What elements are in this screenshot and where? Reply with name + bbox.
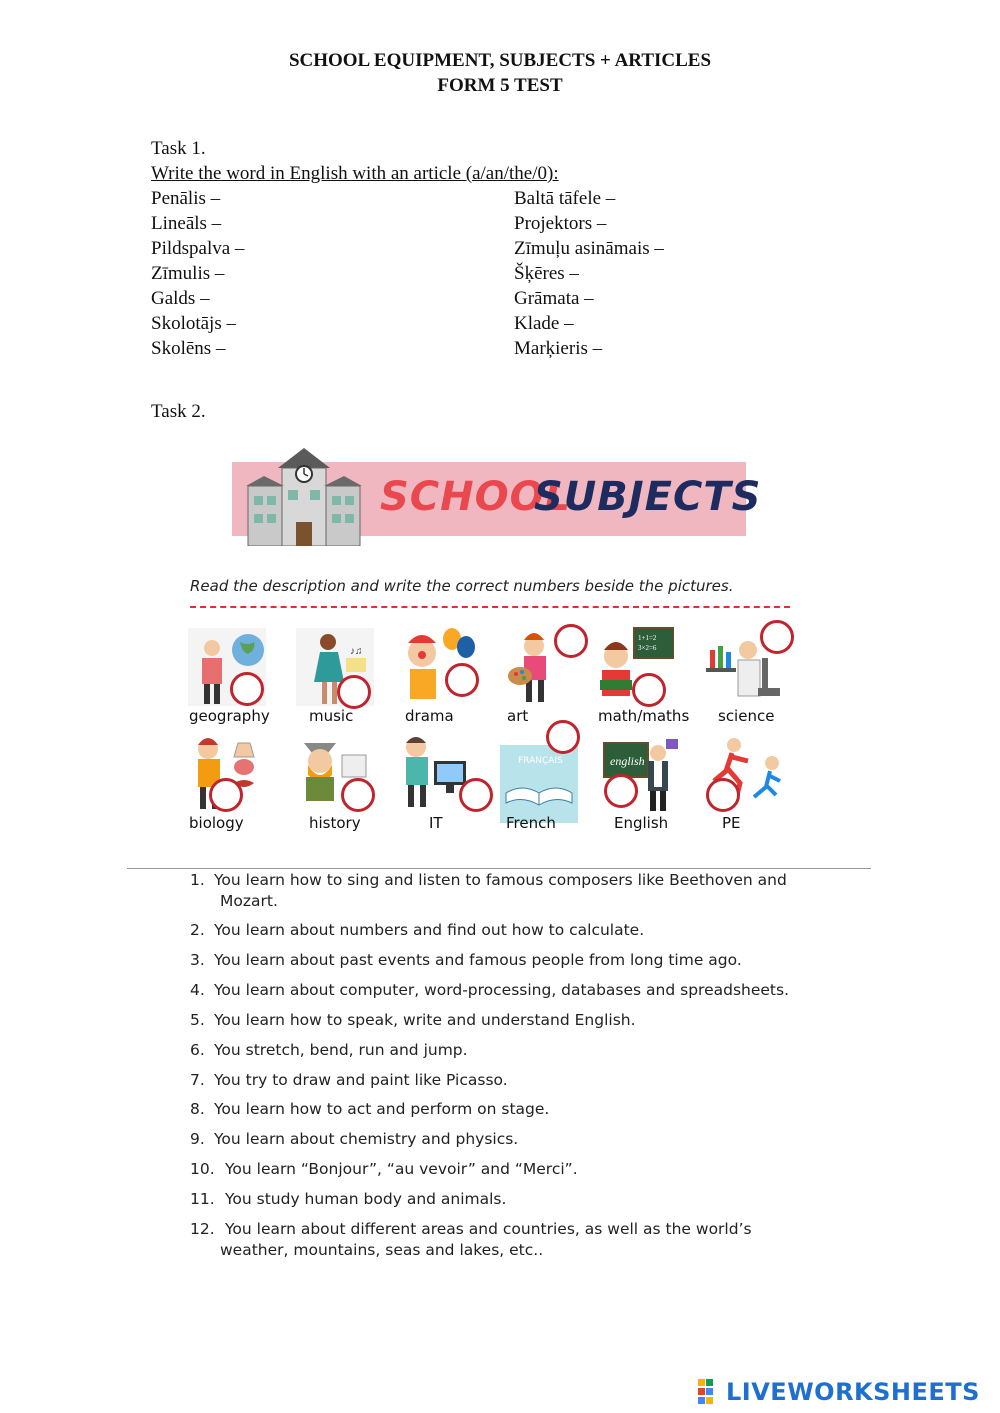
description-item: 5. You learn how to speak, write and understand English. bbox=[190, 1011, 636, 1029]
vocab-item: Skolēns – bbox=[151, 338, 226, 359]
label-math: math/maths bbox=[598, 707, 690, 725]
label-history: history bbox=[309, 814, 361, 832]
label-art: art bbox=[507, 707, 529, 725]
school-building-icon bbox=[246, 446, 362, 546]
svg-text:3×2=6: 3×2=6 bbox=[638, 644, 657, 652]
liveworksheets-logo-text: LIVEWORKSHEETS bbox=[726, 1378, 980, 1406]
liveworksheets-logo bbox=[698, 1378, 980, 1408]
svg-text:english: english bbox=[610, 754, 645, 768]
answer-circle-history[interactable] bbox=[341, 778, 375, 812]
vocab-item: Zīmulis – bbox=[151, 263, 225, 284]
description-item: 9. You learn about chemistry and physics. bbox=[190, 1130, 519, 1148]
answer-circle-art[interactable] bbox=[554, 624, 588, 658]
answer-circle-pe[interactable] bbox=[706, 778, 740, 812]
description-item: 4. You learn about computer, word-processing, databases and spreadsheets. bbox=[190, 981, 789, 999]
vocab-item: Skolotājs – bbox=[151, 313, 236, 334]
task1-instruction: Write the word in English with an article (a/an/the/0): bbox=[151, 163, 559, 184]
vocab-item: Penālis – bbox=[151, 188, 221, 209]
vocab-item: Grāmata – bbox=[514, 288, 594, 309]
banner-word-subjects: SUBJECTS bbox=[534, 474, 762, 520]
description-item: 2. You learn about numbers and find out how to calculate. bbox=[190, 921, 645, 939]
label-science: science bbox=[718, 707, 775, 725]
vocab-item: Marķieris – bbox=[514, 338, 603, 359]
vocab-item: Baltā tāfele – bbox=[514, 188, 616, 209]
vocab-item: Klade – bbox=[514, 313, 574, 334]
vocab-item: Galds – bbox=[151, 288, 210, 309]
label-it: IT bbox=[429, 814, 443, 832]
label-music: music bbox=[309, 707, 354, 725]
description-item: 10. You learn “Bonjour”, “au vevoir” and “Merci”. bbox=[190, 1160, 578, 1178]
answer-circle-french[interactable] bbox=[546, 720, 580, 754]
answer-circle-science[interactable] bbox=[760, 620, 794, 654]
label-drama: drama bbox=[405, 707, 454, 725]
description-item: 11. You study human body and animals. bbox=[190, 1190, 507, 1208]
vocab-item: Šķēres – bbox=[514, 263, 579, 284]
vocab-item: Zīmuļu asināmais – bbox=[514, 238, 664, 259]
answer-circle-math[interactable] bbox=[632, 673, 666, 707]
vocab-item: Lineāls – bbox=[151, 213, 222, 234]
french-picture bbox=[500, 745, 578, 823]
banner-word-school: SCHOOL bbox=[380, 474, 572, 520]
vocab-item: Projektors – bbox=[514, 213, 607, 234]
label-french: French bbox=[506, 814, 556, 832]
answer-circle-geography[interactable] bbox=[230, 672, 264, 706]
label-biology: biology bbox=[189, 814, 244, 832]
task1-label: Task 1. bbox=[151, 138, 206, 159]
description-item: 1. You learn how to sing and listen to famous composers like Beethoven and Mozart. bbox=[190, 871, 787, 910]
task2-instruction: Read the description and write the correct numbers beside the pictures. bbox=[190, 577, 734, 595]
label-english: English bbox=[614, 814, 669, 832]
svg-text:♪♫: ♪♫ bbox=[350, 646, 363, 657]
answer-circle-music[interactable] bbox=[337, 675, 371, 709]
description-item: 7. You try to draw and paint like Picasso. bbox=[190, 1071, 508, 1089]
liveworksheets-logo-icon bbox=[698, 1379, 722, 1405]
label-pe: PE bbox=[722, 814, 741, 832]
dashed-divider bbox=[190, 606, 790, 608]
description-item: 6. You stretch, bend, run and jump. bbox=[190, 1041, 468, 1059]
page-title: SCHOOL EQUIPMENT, SUBJECTS + ARTICLES bbox=[288, 50, 712, 71]
task2-label: Task 2. bbox=[151, 401, 206, 422]
answer-circle-drama[interactable] bbox=[445, 663, 479, 697]
answer-circle-english[interactable] bbox=[604, 774, 638, 808]
svg-text:1+1=2: 1+1=2 bbox=[638, 634, 657, 642]
answer-circle-biology[interactable] bbox=[209, 778, 243, 812]
answer-circle-it[interactable] bbox=[459, 778, 493, 812]
description-item: 3. You learn about past events and famous people from long time ago. bbox=[190, 951, 742, 969]
description-item: 12. You learn about different areas and countries, as well as the world’s weather, mountains, seas and lakes, etc.. bbox=[190, 1220, 752, 1259]
description-item: 8. You learn how to act and perform on stage. bbox=[190, 1100, 550, 1118]
label-geography: geography bbox=[189, 707, 270, 725]
svg-text:FRANÇAIS: FRANÇAIS bbox=[518, 756, 563, 766]
vocab-item: Pildspalva – bbox=[151, 238, 245, 259]
section-divider bbox=[127, 868, 871, 869]
page-subtitle: FORM 5 TEST bbox=[437, 75, 563, 96]
